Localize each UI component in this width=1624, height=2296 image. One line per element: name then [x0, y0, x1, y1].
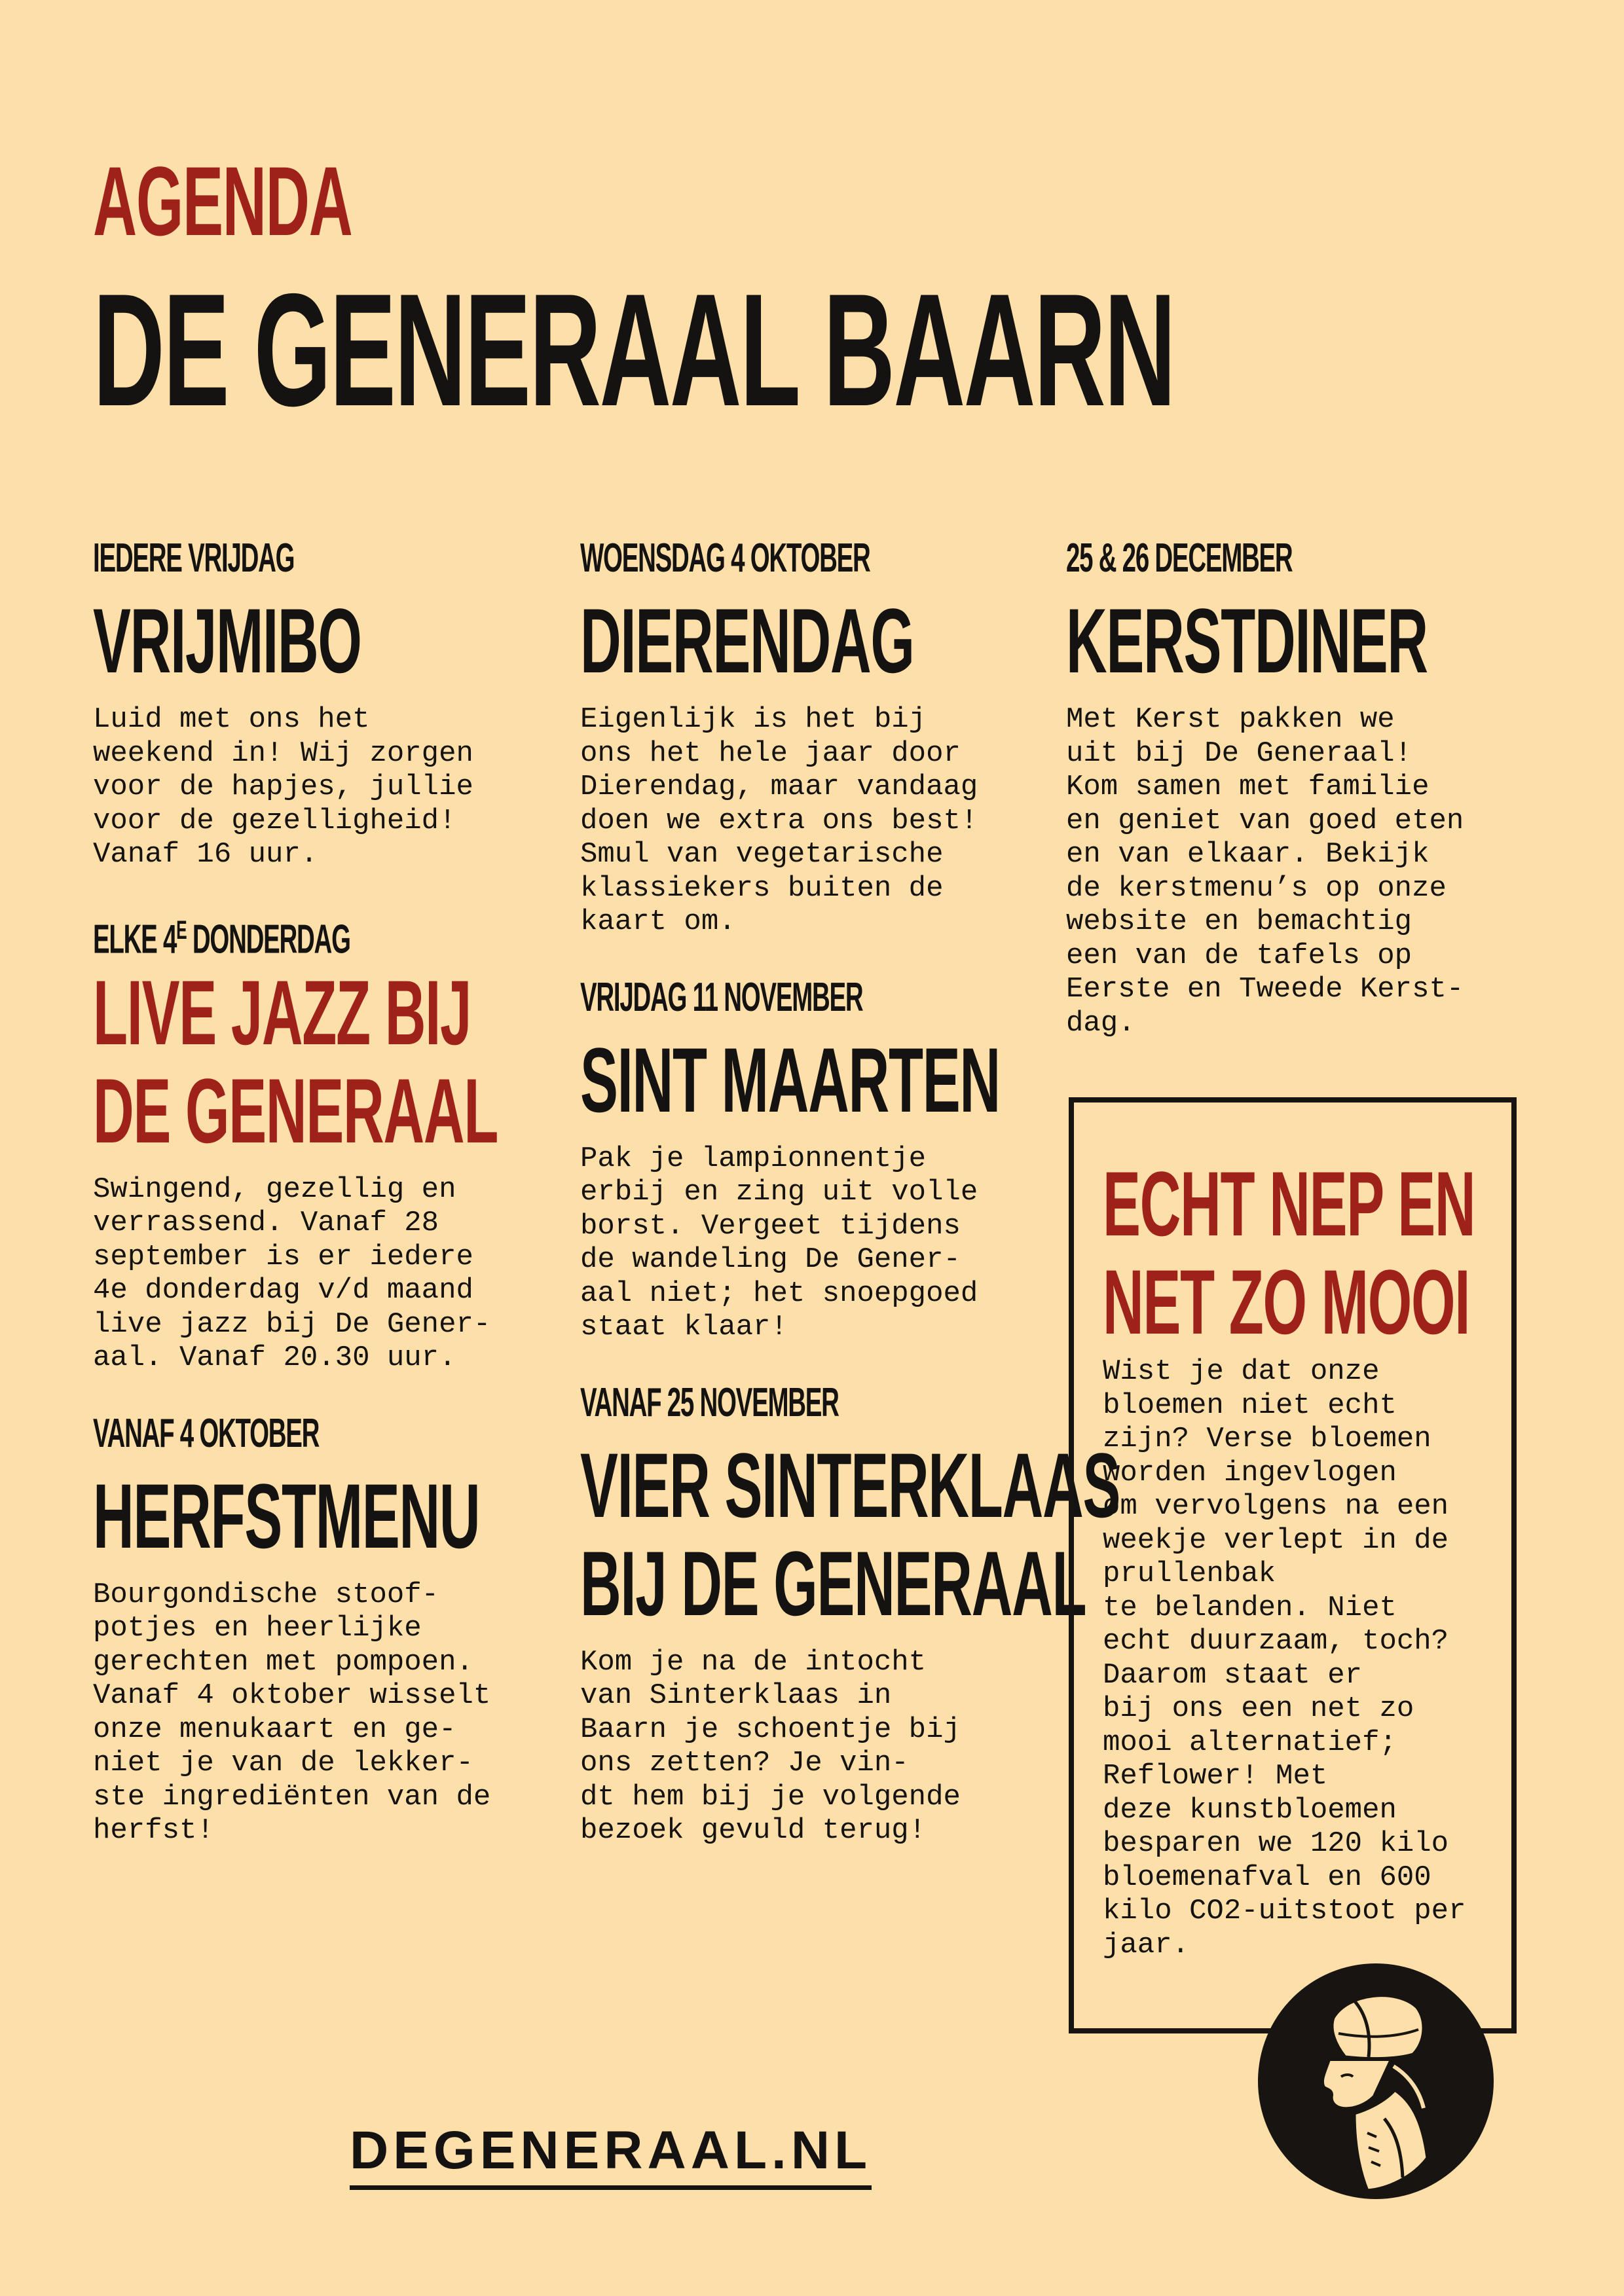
- event-date: 25 & 26 DECEMBER: [1066, 536, 1293, 581]
- general-portrait-icon: [1256, 1961, 1496, 2204]
- event-date: VANAF 4 OKTOBER: [93, 1410, 320, 1456]
- event-title-line-2: DE GENERAAL: [93, 1059, 498, 1162]
- event-date: IEDERE VRIJDAG: [93, 536, 295, 581]
- agenda-column-2: [580, 536, 1120, 1885]
- event-sint-maarten: [580, 976, 1039, 1345]
- website-link[interactable]: DEGENERAAL.NL: [350, 2120, 872, 2190]
- event-title-line-2: BIJ DE GENERAAL: [580, 1531, 1086, 1635]
- event-description: Luid met ons het weekend in! Wij zorgen voor de hapjes, jullie voor de gezelligheid! Vanaf 16 uur.: [93, 703, 473, 871]
- event-description: Bourgondische stoof- potjes en heerlijke gerechten met pompoen. Vanaf 4 oktober wisselt onze menukaart en ge- niet je van de lekker- ste ingrediënten van de herfst!: [93, 1578, 491, 1847]
- event-title: KERSTDINER: [1066, 589, 1428, 692]
- event-date: VANAF 25 NOVEMBER: [580, 1379, 839, 1425]
- event-vrijmibo: [93, 537, 551, 872]
- box-title-line-2: NET ZO MOOI: [1103, 1250, 1470, 1353]
- event-description: Eigenlijk is het bij ons het hele jaar door Dierendag, maar vandaag doen we extra ons best! Smul van vegetarische klassiekers buiten de kaart om.: [580, 703, 978, 938]
- event-title: VRIJMIBO: [93, 589, 361, 692]
- event-date: VRIJDAG 11 NOVEMBER: [580, 974, 863, 1020]
- event-date: WOENSDAG 4 OKTOBER: [580, 536, 870, 581]
- agenda-column-3: [1066, 537, 1538, 1077]
- page-title: DE GENERAAL BAARN: [93, 260, 1175, 439]
- event-herfstmenu: [93, 1412, 551, 1848]
- event-title: HERFSTMENU: [93, 1464, 480, 1567]
- event-title: SINT MAARTEN: [580, 1028, 1000, 1131]
- event-description: Kom je na de intocht van Sinterklaas in Baarn je schoentje bij ons zetten? Je vin- dt hem bij je volgende bezoek gevuld terug!: [580, 1645, 961, 1847]
- event-description: Pak je lampionnentje erbij en zing uit volle borst. Vergeet tijdens de wandeling De Gener- aal niet; het snoepgoed staat klaar!: [580, 1142, 978, 1343]
- event-title-line-1: LIVE JAZZ BIJ: [93, 960, 471, 1064]
- event-title-line-1: VIER SINTERKLAAS: [580, 1433, 1120, 1537]
- event-dierendag: [580, 537, 1039, 939]
- reflower-notice-box: [1069, 1097, 1517, 2033]
- agenda-kicker: AGENDA: [93, 146, 352, 256]
- box-title-line-1: ECHT NEP EN: [1103, 1152, 1475, 1255]
- event-sinterklaas: [580, 1379, 1120, 1848]
- event-date: ELKE $4^E$ DONDERDAG: [93, 915, 350, 962]
- agenda-column-1: [93, 537, 551, 1885]
- event-title: DIERENDAG: [580, 589, 914, 692]
- event-live-jazz: [93, 909, 551, 1376]
- event-description: Swingend, gezellig en verrassend. Vanaf 28 september is er iedere 4e donderdag v/d maand live jazz bij De Gener- aal. Vanaf 20.30 uur.: [93, 1173, 491, 1374]
- event-description: Met Kerst pakken we uit bij De Generaal! Kom samen met familie en geniet van goed eten en van elkaar. Bekijk de kerstmenu’s op onze website en bemachtig een van de tafels op Eerste en Tweede Kerst- dag.: [1066, 703, 1464, 1040]
- box-description: Wist je dat onze bloemen niet echt zijn? Verse bloemen worden ingevlogen om vervolgens na een weekje verlept in de prullenbak te belanden. Niet echt duurzaam, toch? Daarom staat er bij ons een net zo mooi alternatief; Reflower! Met deze kunstbloemen besparen we 120 kilo bloemenafval en 600 kilo CO2-uitstoot per jaar.: [1103, 1355, 1466, 1961]
- event-kerstdiner: [1066, 537, 1538, 1040]
